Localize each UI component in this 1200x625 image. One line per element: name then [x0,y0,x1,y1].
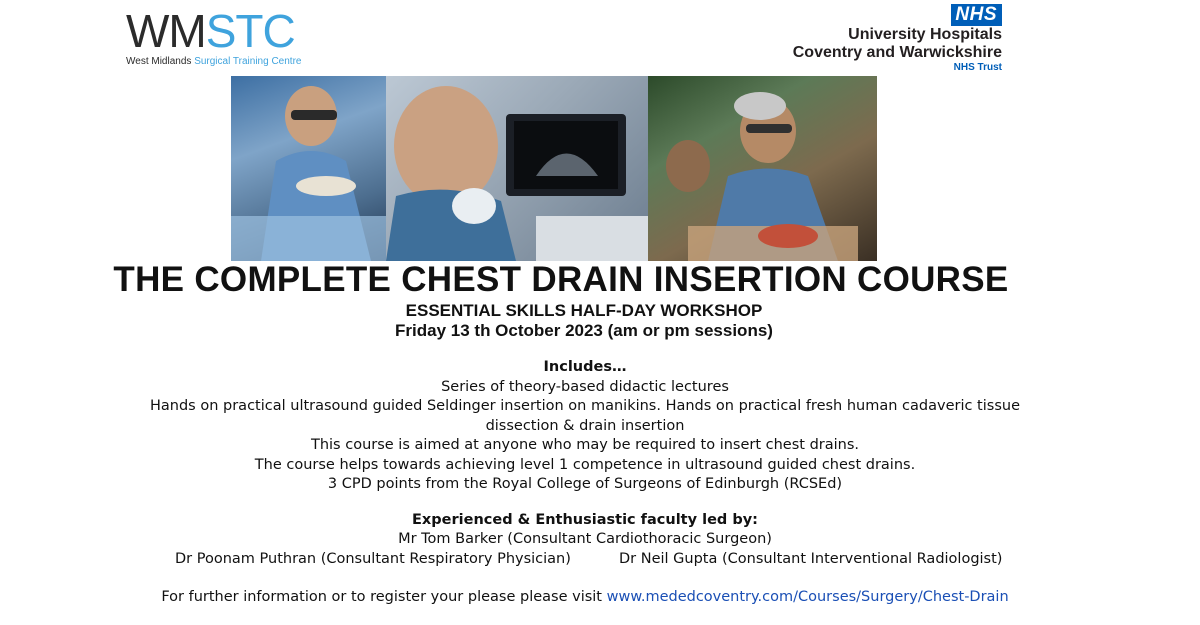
includes-line: The course helps towards achieving level 1 competence in ultrasound guided chest drains. [254,456,916,473]
wmstc-wordmark-prefix: WM [126,5,206,57]
includes-heading: Includes… [543,359,627,375]
surgical-team-photo [648,76,877,261]
wmstc-wordmark-suffix: STC [205,5,295,57]
wmstc-wordmark [126,5,301,57]
nhs-trust-label: NHS Trust [953,62,1002,73]
nhs-org-line1: University Hospitals [848,26,1002,43]
nhs-org-line2: Coventry and Warwickshire [792,44,1002,61]
nhs-badge: NHS [951,4,1002,26]
footer-text: For further information or to register your please please visit [161,588,602,605]
nhs-trust-logo [793,4,1002,74]
register-link[interactable]: www.mededcoventry.com/Courses/Surgery/Chest-Drain [606,588,1009,605]
workshop-label: ESSENTIAL SKILLS HALF-DAY WORKSHOP [405,301,763,320]
wmstc-subtitle-highlight: Surgical Training Centre [194,56,302,67]
wmstc-logo [126,5,302,67]
session-date: Friday 13 th October 2023 (am or pm sessions) [395,321,773,340]
surgeon-operating-photo [231,76,386,261]
course-subtitle [0,301,1168,341]
faculty-member-right: Dr Neil Gupta (Consultant Interventional Radiologist) [619,550,1003,567]
wmstc-subtitle-prefix: West Midlands [126,56,192,67]
faculty-row [140,550,1030,570]
wmstc-subtitle [126,56,301,67]
faculty-heading: Experienced & Enthusiastic faculty led by: [412,511,758,528]
faculty-member-left: Dr Poonam Puthran (Consultant Respiratory Physician) [175,550,571,567]
faculty-lead: Mr Tom Barker (Consultant Cardiothoracic Surgeon) [398,531,772,547]
footer-line [140,588,1030,608]
photo-strip [231,76,877,261]
ultrasound-monitor-photo [386,76,648,261]
includes-line: dissection & drain insertion [485,417,685,434]
course-title: THE COMPLETE CHEST DRAIN INSERTION COURSE [113,260,1009,299]
includes-line: 3 CPD points from the Royal College of Surgeons of Edinburgh (RCSEd) [327,476,843,492]
includes-line: This course is aimed at anyone who may be required to insert chest drains. [310,437,860,453]
includes-line: Series of theory-based didactic lectures [441,378,729,395]
includes-line: Hands on practical ultrasound guided Seldinger insertion on manikins. Hands on practical fresh human cadaveric tissue [150,398,1020,414]
course-details [140,358,1030,607]
